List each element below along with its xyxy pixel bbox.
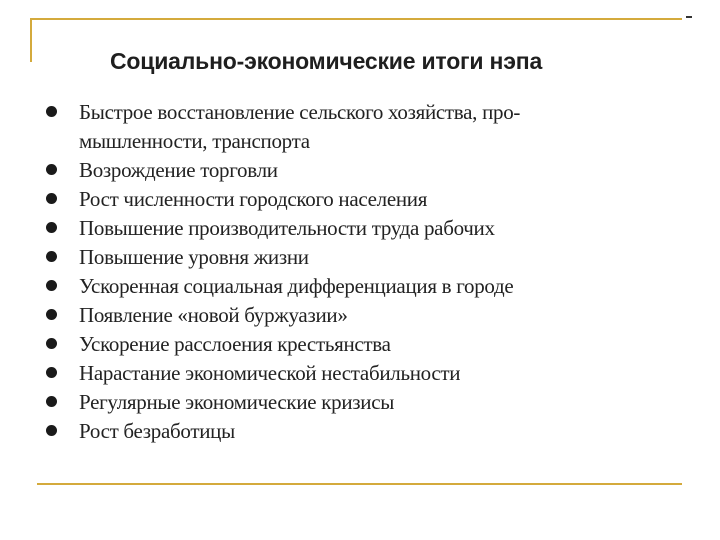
bullet-icon: [46, 280, 57, 291]
list-item: [40, 214, 670, 243]
bullet-icon: [46, 309, 57, 320]
list-item-text: Рост безработицы: [79, 419, 235, 443]
bullet-icon: [46, 251, 57, 262]
list-item-text: Повышение производительности труда рабочих: [79, 216, 495, 240]
frame-bottom-line: [37, 483, 682, 485]
bullet-icon: [46, 106, 57, 117]
list-item: [40, 243, 670, 272]
list-item-text: Ускорение расслоения крестьянства: [79, 332, 391, 356]
bullet-icon: [46, 396, 57, 407]
bullet-icon: [46, 338, 57, 349]
list-item-text: Появление «новой буржуазии»: [79, 303, 348, 327]
corner-mark: [686, 16, 692, 18]
list-item: [40, 301, 670, 330]
bullet-icon: [46, 425, 57, 436]
bullet-icon: [46, 193, 57, 204]
list-item-line: Быстрое восстановление сельского хозяйства, про-: [79, 100, 521, 124]
bullet-icon: [46, 222, 57, 233]
bullet-icon: [46, 164, 57, 175]
list-item-text: Ускоренная социальная дифференциация в городе: [79, 274, 514, 298]
list-item-text: [79, 98, 670, 156]
list-item-text: Возрождение торговли: [79, 158, 278, 182]
list-item: [40, 98, 670, 156]
list-item: [40, 272, 670, 301]
slide-title: Социально-экономические итоги нэпа: [110, 48, 543, 74]
list-item-text: Рост численности городского населения: [79, 187, 428, 211]
bullet-icon: [46, 367, 57, 378]
list-item: [40, 417, 670, 446]
list-item-text: Повышение уровня жизни: [79, 245, 309, 269]
list-item: [40, 359, 670, 388]
list-item: [40, 330, 670, 359]
list-item: [40, 388, 670, 417]
outcome-list: [40, 98, 670, 446]
scanned-text-block: [40, 36, 670, 476]
list-item-line: мышленности, транспорта: [79, 129, 310, 153]
frame-top-line: [30, 18, 682, 20]
frame-left-line: [30, 18, 32, 62]
list-item: [40, 185, 670, 214]
list-item: [40, 156, 670, 185]
list-item-text: Нарастание экономической нестабильности: [79, 361, 461, 385]
list-item-text: Регулярные экономические кризисы: [79, 390, 395, 414]
